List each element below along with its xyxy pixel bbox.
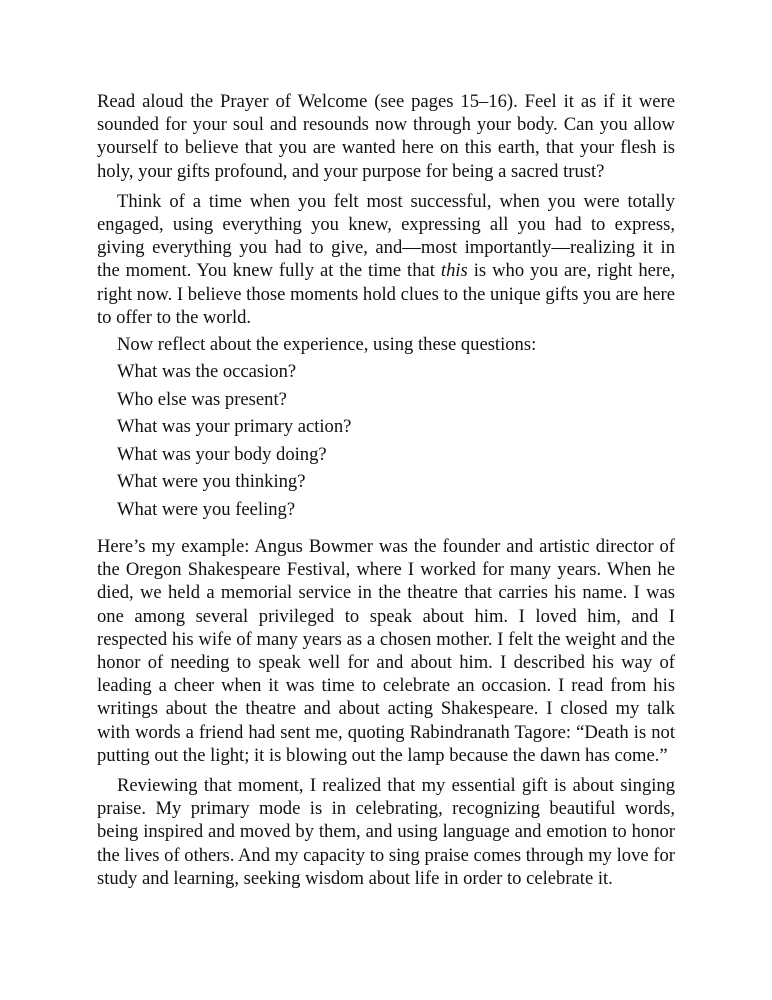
question-item: What was your body doing?: [117, 443, 327, 465]
paragraph-angus-bowmer-example: Here’s my example: Angus Bowmer was the founder and artistic director of the Oregon Shakespeare Festival, where I worked for many years. When he died, we held a memorial service in the theatre that carries his name. I was one among several privileged to speak about him. I loved him, and I respected his wife of many years as a chosen mother. I felt the weight and the honor of needing to speak well for and about him. I described his way of leading a cheer when it was time to celebrate an occasion. I read from his writings about the theatre and about acting Shakespeare. I closed my talk with words a friend had sent me, quoting Rabindranath Tagore: “Death is not putting out the light; it is blowing out the lamp because the dawn has come.”: [97, 536, 675, 766]
emphasis-this: this: [440, 260, 468, 282]
paragraph-text-part: Think of a time when you felt most successful, when you were totally engaged, using everything you knew, expressing all you had to express, giving everything you had to give, and—most importantly—realizing it in the moment. You knew fully at the time that: [97, 190, 675, 282]
question-item: What was your primary action?: [117, 416, 352, 438]
book-page: [97, 90, 675, 890]
paragraph-think-of-a-time: [97, 190, 675, 329]
question-item: Who else was present?: [117, 388, 287, 410]
section-spacer: [97, 525, 675, 535]
question-item: What were you thinking?: [117, 471, 306, 493]
question-item: What were you feeling?: [117, 498, 296, 520]
paragraph-text-part: is who you are, right here, right now. I believe those moments hold clues to the unique gifts you are here to offer to the world.: [97, 260, 675, 328]
paragraph-reviewing-moment: Reviewing that moment, I realized that my essential gift is about singing praise. My primary mode is in celebrating, recognizing beautiful words, being inspired and moved by them, and using language and emotion to honor the lives of others. And my capacity to sing praise comes through my love for study and learning, seeking wisdom about life in order to celebrate it.: [97, 775, 675, 889]
paragraph-prayer-of-welcome: Read aloud the Prayer of Welcome (see pages 15–16). Feel it as if it were sounded for your soul and resounds now through your body. Can you allow yourself to believe that you are wanted here on this earth, that your flesh is holy, your gifts profound, and your purpose for being a sacred trust?: [97, 91, 675, 182]
paragraph-reflect-lead: Now reflect about the experience, using these questions:: [117, 333, 537, 355]
question-item: What was the occasion?: [117, 361, 297, 383]
question-list: [97, 360, 675, 521]
